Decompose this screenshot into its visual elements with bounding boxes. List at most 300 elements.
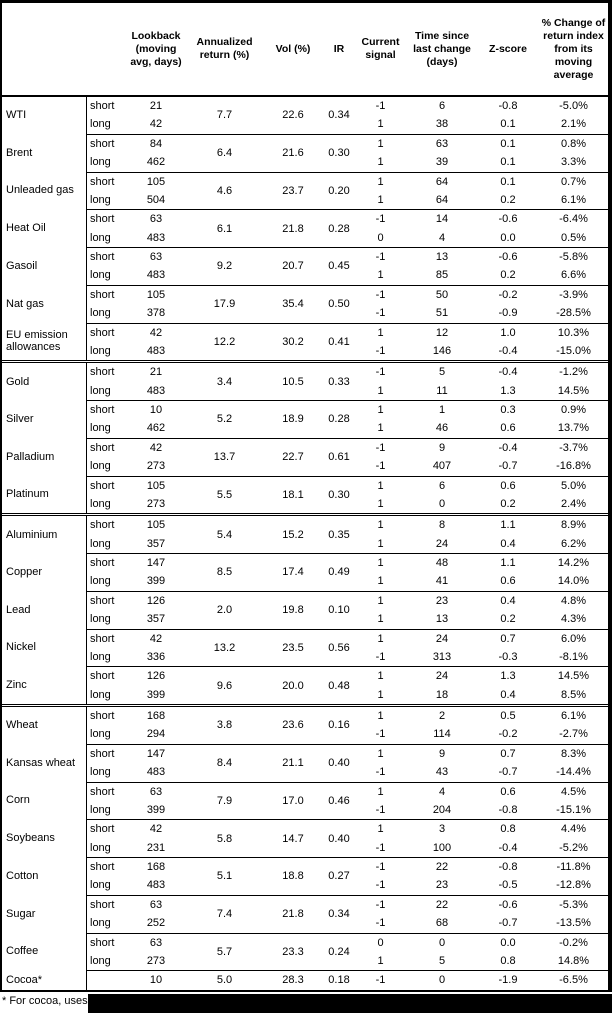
commodity-name-label: Coffee [6,945,39,958]
term-cell: short [90,366,115,379]
ir-cell: 0.10 [328,604,350,617]
term-cell: long [90,728,111,741]
time-since-cell: 0 [438,974,446,987]
group-rows [87,172,608,210]
zscore-cell: -0.3 [498,650,518,663]
annualized-return-cell: 5.5 [216,488,233,501]
annualized-return-cell: 17.9 [213,298,236,311]
time-since-cell: 3 [438,823,446,836]
vol-cell: 20.0 [282,679,304,692]
term-cell: long [90,841,111,854]
lookback-cell: 126 [146,594,166,607]
commodity-group [2,629,608,667]
zscore-cell: -0.7 [498,766,518,779]
table-header-row [2,3,608,97]
commodity-name-label: WTI [6,109,27,122]
change-cell: -5.8% [559,251,588,263]
commodity-name [2,591,87,629]
signal-cell: -1 [375,307,386,320]
lookback-cell: 21 [149,366,163,379]
annualized-return-cell: 7.4 [216,908,233,921]
commodity-name [2,857,87,895]
term-cell: short [90,175,115,188]
time-since-cell: 22 [435,898,449,911]
time-since-cell: 23 [435,879,449,892]
lookback-cell: 399 [146,803,166,816]
vol-cell: 18.1 [282,488,304,501]
term-cell: short [90,594,115,607]
lookback-cell: 273 [146,497,166,510]
time-since-cell: 43 [435,766,449,779]
lookback-column-header: Lookback (moving avg, days) [130,29,182,68]
ir-cell: 0.49 [328,566,350,579]
change-cell: -15.1% [556,803,591,816]
lookback-cell: 168 [146,861,166,873]
pct-change-column-header: % Change of return index from its moving average [541,16,606,81]
commodity-name [2,933,87,971]
ir-column-header: IR [333,42,345,55]
lookback-cell: 105 [146,479,166,492]
time-since-cell: 0 [438,936,446,949]
zscore-cell: 1.3 [500,384,516,397]
commodity-group [2,209,608,247]
group-rows [87,857,608,895]
annualized-return-cell: 7.7 [216,109,233,122]
zscore-cell: -0.4 [498,344,518,357]
signal-cell: -1 [375,766,386,779]
lookback-cell: 147 [146,747,166,760]
zscore-cell: -0.7 [498,917,518,930]
lookback-cell: 462 [146,422,166,435]
group-rows [87,247,608,285]
signal-cell: -1 [375,650,386,663]
commodity-name-label: Gasoil [6,259,38,272]
zscore-cell: 0.2 [500,269,516,282]
time-since-cell: 24 [435,670,449,683]
commodity-name [2,666,87,704]
lookback-cell: 483 [146,231,166,244]
signal-cell: 1 [377,156,384,169]
commodity-name-label: Palladium [6,450,55,463]
time-since-cell: 204 [432,803,452,816]
term-cell: long [90,917,111,930]
time-since-cell: 22 [435,861,449,873]
zscore-cell: 0.8 [500,823,516,836]
term-cell: short [90,898,115,911]
commodity-group [2,744,608,782]
signal-cell: -1 [375,803,386,816]
group-rows [87,819,608,857]
change-cell: -6.5% [559,974,588,987]
signal-cell: 1 [377,688,384,701]
zscore-cell: 0.2 [500,613,516,626]
signal-cell: 1 [377,193,384,206]
change-cell: -28.5% [556,307,591,320]
term-cell: long [90,803,111,816]
time-since-cell: 23 [435,594,449,607]
signal-cell: 1 [377,422,384,435]
commodity-name-label: Heat Oil [6,222,46,235]
signal-cell: 1 [377,823,384,836]
group-rows [87,209,608,247]
signal-cell: 1 [377,497,384,510]
commodity-group [2,857,608,895]
group-rows [87,134,608,172]
term-cell: short [90,137,115,150]
change-cell: -5.0% [559,100,588,112]
annualized-return-cell: 3.8 [216,719,233,732]
commodity-group [2,970,608,989]
zscore-cell: -0.2 [498,288,518,301]
group-rows [87,933,608,971]
term-cell: short [90,747,115,760]
signal-cell: 1 [377,710,384,722]
time-since-cell: 9 [438,441,446,454]
group-rows [87,744,608,782]
change-cell: -8.1% [559,650,588,663]
term-cell: short [90,785,115,798]
zscore-cell: 0.5 [500,710,516,722]
annualized-return-cell: 6.1 [216,222,233,235]
time-since-cell: 46 [435,422,449,435]
commodity-group [2,782,608,820]
ir-cell: 0.28 [328,413,350,426]
time-since-cell: 100 [432,841,452,854]
time-since-cell: 24 [435,537,449,550]
vol-column-header: Vol (%) [275,42,311,55]
group-rows [87,476,608,514]
lookback-cell: 168 [146,710,166,722]
group-rows [87,97,608,134]
term-cell: long [90,954,111,967]
vol-cell: 21.6 [282,147,304,160]
lookback-cell: 483 [146,269,166,282]
change-cell: 6.0% [560,632,587,645]
vol-cell: 23.3 [282,945,304,958]
annualized-return-cell: 3.4 [216,375,233,388]
group-rows [87,400,608,438]
vol-cell: 21.8 [282,222,304,235]
commodity-group [2,247,608,285]
vol-cell: 18.9 [282,413,304,426]
vol-cell: 23.7 [282,184,304,197]
commodity-name [2,400,87,438]
zscore-column-header: Z-score [489,42,527,55]
change-cell: 6.6% [560,269,587,282]
ir-cell: 0.50 [328,298,350,311]
ir-cell: 0.40 [328,757,350,770]
group-rows [87,666,608,704]
term-cell: short [90,670,115,683]
time-since-cell: 51 [435,307,449,320]
commodity-name [2,895,87,933]
time-since-cell: 85 [435,269,449,282]
signal-cell: -1 [375,366,386,379]
term-cell: short [90,251,115,263]
commodity-name-label: EU emission allowances [6,329,68,354]
time-since-cell: 63 [435,137,449,150]
lookback-cell: 483 [146,344,166,357]
time-since-cell: 11 [436,384,448,397]
commodity-group [2,323,608,361]
lookback-cell: 231 [146,841,166,854]
lookback-cell: 42 [149,823,163,836]
lookback-cell: 126 [146,670,166,683]
zscore-cell: 0.1 [500,156,516,169]
lookback-cell: 399 [146,575,166,588]
ir-cell: 0.33 [328,375,350,388]
time-since-cell: 13 [435,613,449,626]
ir-cell: 0.20 [328,184,350,197]
term-cell: long [90,613,111,626]
signal-cell: -1 [375,100,386,112]
footnote-bar [0,992,612,1013]
commodity-name-label: Soybeans [6,832,55,845]
annualized-return-cell: 12.2 [213,335,236,348]
term-cell: short [90,213,115,226]
zscore-cell: -0.6 [498,251,518,263]
group-rows [87,516,608,553]
zscore-cell: -0.4 [498,366,518,379]
lookback-cell: 336 [146,650,166,663]
lookback-cell: 483 [146,384,166,397]
commodity-name [2,438,87,476]
change-cell: 8.3% [560,747,587,760]
term-cell: short [90,861,115,873]
commodity-group [2,97,608,134]
zscore-cell: 1.0 [500,326,516,339]
lookback-cell: 63 [149,251,163,263]
ir-cell: 0.27 [328,870,350,883]
annualized-return-cell: 7.9 [216,794,233,807]
term-cell: long [90,537,111,550]
lookback-cell: 252 [146,917,166,930]
term-cell: long [90,156,111,169]
signal-cell: -1 [375,441,386,454]
signal-cell: -1 [375,288,386,301]
footnote-text: * For cocoa, uses [2,994,88,1007]
lookback-cell: 357 [146,613,166,626]
group-rows [87,629,608,667]
annualized-return-cell: 8.5 [216,566,233,579]
commodity-name-label: Kansas wheat [6,756,76,769]
zscore-cell: 0.6 [500,575,516,588]
ir-cell: 0.40 [328,832,350,845]
zscore-cell: -0.4 [498,841,518,854]
time-since-cell: 14 [435,213,449,226]
change-cell: -0.2% [559,936,588,949]
commodity-name-label: Unleaded gas [6,184,74,197]
signal-cell: -1 [375,841,386,854]
term-cell: long [90,231,111,244]
time-since-cell: 12 [435,326,449,339]
commodity-name [2,97,87,134]
ir-cell: 0.30 [328,147,350,160]
signal-cell: 1 [377,575,384,588]
vol-cell: 20.7 [282,260,304,273]
vol-cell: 21.8 [282,908,304,921]
change-cell: -15.0% [556,344,591,357]
change-cell: -14.4% [556,766,591,779]
commodity-group [2,400,608,438]
time-since-cell: 24 [435,632,449,645]
term-cell: short [90,823,115,836]
lookback-cell: 63 [149,936,163,949]
zscore-cell: -0.7 [498,460,518,473]
vol-cell: 22.6 [282,109,304,122]
vol-cell: 15.2 [282,528,304,541]
lookback-cell: 504 [146,193,166,206]
commodity-group [2,285,608,323]
time-since-cell: 4 [438,785,446,798]
ir-cell: 0.46 [328,794,350,807]
group-rows [87,285,608,323]
ir-cell: 0.24 [328,945,350,958]
commodity-group [2,591,608,629]
lookback-cell: 399 [146,688,166,701]
zscore-cell: 0.2 [500,193,516,206]
term-cell: short [90,519,115,532]
signal-cell: 1 [377,557,384,569]
lookback-cell: 462 [146,156,166,169]
commodity-name-label: Gold [6,375,30,388]
zscore-cell: 1.1 [500,519,516,532]
signal-cell: 1 [377,594,384,607]
time-since-cell: 41 [435,575,449,588]
change-cell: -5.2% [559,841,588,854]
time-since-cell: 18 [435,688,449,701]
change-cell: 4.4% [560,823,587,836]
commodity-name [2,247,87,285]
time-since-cell: 13 [435,251,449,263]
signal-cell: 1 [377,954,384,967]
lookback-cell: 273 [146,954,166,967]
term-cell: long [90,384,111,397]
vol-cell: 17.0 [282,794,304,807]
signal-cell: -1 [375,213,386,226]
zscore-cell: -1.9 [498,974,518,987]
zscore-cell: 0.1 [500,137,516,150]
signal-cell: -1 [375,898,386,911]
annualized-return-cell: 13.7 [213,451,236,464]
vol-cell: 10.5 [282,375,304,388]
zscore-cell: 0.2 [500,497,516,510]
zscore-cell: 0.6 [500,422,516,435]
vol-cell: 18.8 [282,870,304,883]
commodity-name [2,782,87,820]
time-since-cell: 5 [438,954,446,967]
commodity-group [2,704,608,744]
signal-cell: 1 [377,613,384,626]
lookback-cell: 42 [149,118,163,131]
term-cell: short [90,710,115,722]
zscore-cell: -0.6 [498,898,518,911]
annualized-return-cell: 4.6 [216,184,233,197]
ir-cell: 0.35 [328,528,350,541]
term-cell: long [90,307,111,320]
lookback-cell: 10 [149,404,163,416]
term-cell: short [90,557,115,569]
zscore-cell: 1.3 [500,670,516,683]
annualized-return-cell: 5.0 [216,974,233,987]
commodity-name-label: Platinum [6,488,49,501]
signal-cell: 1 [377,326,384,339]
signal-cell: 1 [377,670,384,683]
signal-cell: 1 [377,747,384,760]
commodity-group [2,666,608,704]
term-cell: long [90,193,111,206]
time-since-cell: 64 [435,175,449,188]
commodity-name-label: Nickel [6,641,36,654]
vol-cell: 22.7 [282,451,304,464]
change-cell: 0.7% [560,175,587,188]
signal-cell: -1 [375,879,386,892]
zscore-cell: -0.4 [498,441,518,454]
ir-cell: 0.48 [328,679,350,692]
group-rows [87,323,608,361]
group-rows [87,363,608,400]
commodity-name [2,134,87,172]
change-cell: 4.3% [560,613,587,626]
commodity-group [2,553,608,591]
vol-cell: 19.8 [282,604,304,617]
current-signal-column-header: Current signal [361,36,400,61]
change-cell: 6.1% [560,710,587,722]
term-cell: short [90,936,115,949]
ir-cell: 0.34 [328,908,350,921]
term-cell: long [90,575,111,588]
change-cell: -1.2% [559,366,588,379]
signal-cell: 1 [377,404,384,416]
time-since-cell: 39 [435,156,449,169]
zscore-cell: 0.0 [500,936,516,949]
annualized-return-cell: 6.4 [216,147,233,160]
zscore-cell: 0.7 [500,747,516,760]
lookback-cell: 105 [146,519,166,532]
commodity-name-label: Aluminium [6,528,58,541]
zscore-cell: 0.7 [500,632,516,645]
signal-cell: -1 [375,460,386,473]
zscore-cell: 0.6 [500,785,516,798]
lookback-cell: 42 [149,326,163,339]
change-cell: -3.9% [559,288,588,301]
time-since-cell: 407 [432,460,452,473]
term-cell: short [90,632,115,645]
commodity-name-label: Lead [6,603,31,616]
zscore-cell: 0.4 [500,688,516,701]
term-cell: long [90,269,111,282]
signal-cell: -1 [375,728,386,741]
time-since-cell: 2 [438,710,446,722]
signal-cell: 1 [377,537,384,550]
commodity-name-label: Corn [6,794,30,807]
ir-cell: 0.56 [328,641,350,654]
commodity-name [2,172,87,210]
term-cell: long [90,344,111,357]
change-cell: -11.8% [556,861,591,873]
term-cell: long [90,879,111,892]
change-cell: 2.4% [560,497,587,510]
signal-cell: 1 [377,785,384,798]
ir-cell: 0.30 [328,488,350,501]
change-cell: -6.4% [559,213,588,226]
group-rows [87,970,608,989]
commodity-name-label: Silver [6,412,34,425]
change-cell: 8.5% [560,688,587,701]
term-cell: long [90,497,111,510]
group-rows [87,553,608,591]
signal-cell: 1 [377,137,384,150]
